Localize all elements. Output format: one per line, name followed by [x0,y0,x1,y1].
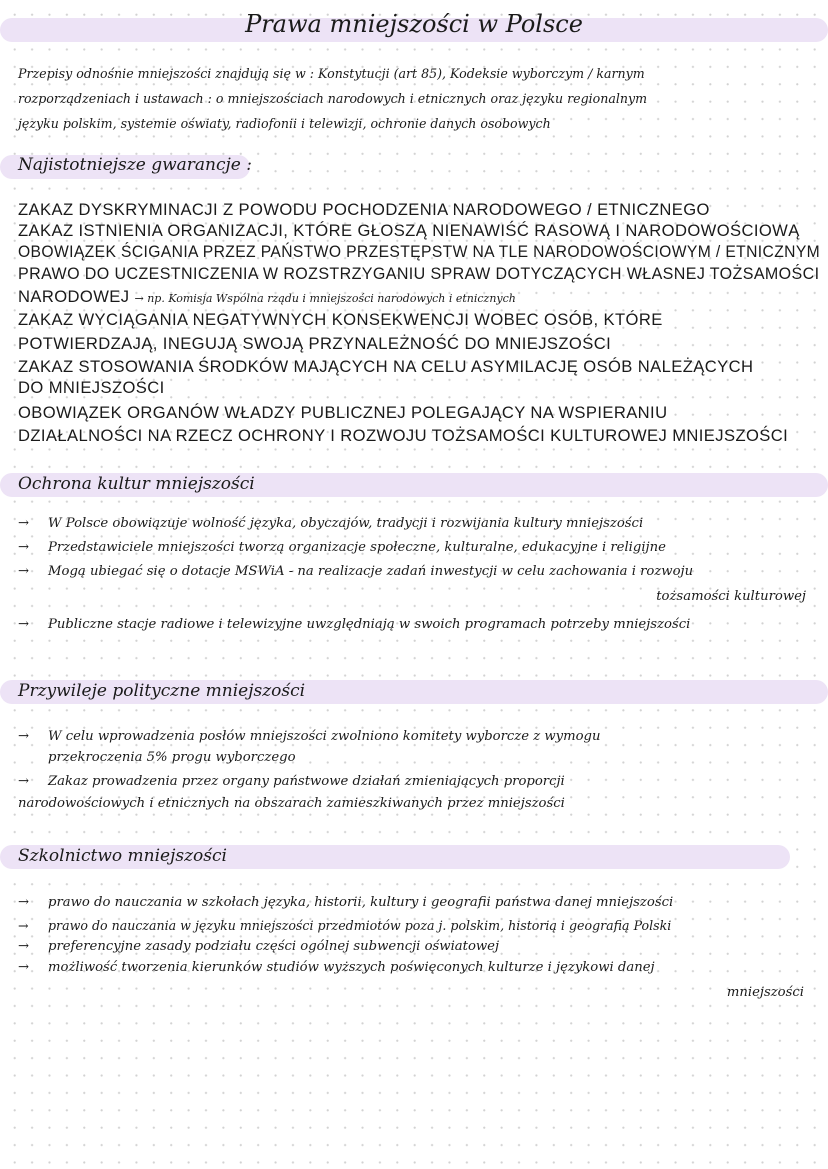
schools-item: → preferencyjne zasady podziału części ogólnej subwencji oświatowej [18,939,500,954]
narodowej-note: → np. Komisja Wspólna rządu i mniejszości narodowych i etnicznych [134,292,516,305]
intro-line: rozporządzeniach i ustawach : o mniejszościach narodowych i etnicznych oraz języku regionalnym [18,91,648,106]
guarantee-line: DZIAŁALNOŚCI NA RZECZ OCHRONY I ROZWOJU TOŻSAMOŚCI KULTUROWEJ MNIEJSZOŚCI [18,426,789,445]
guarantee-line: OBOWIĄZEK ŚCIGANIA PRZEZ PAŃSTWO PRZESTĘPSTW NA TLE NARODOWOŚCIOWYM / ETNICZNYM [18,242,821,261]
arrow-icon: → [18,564,30,579]
culture-heading: Ochrona kultur mniejszości [18,474,255,494]
arrow-icon: → [18,516,30,531]
political-item-cont: narodowościowych i etnicznych na obszarach zamieszkiwanych przez mniejszości [18,796,565,811]
guarantee-line: DO MNIEJSZOŚCI [18,378,165,397]
schools-item: → prawo do nauczania w szkołach języka, historii, kultury i geografii państwa danej mniejszości [18,895,674,910]
culture-item: → Mogą ubiegać się o dotacje MSWiA - na realizacje zadań inwestycji w celu zachowania i rozwoju [18,564,694,579]
intro-line: języku polskim, systemie oświaty, radiofonii i telewizji, ochronie danych osobowych [18,116,551,131]
political-item-cont: przekroczenia 5% progu wyborczego [48,750,296,765]
political-item: → Zakaz prowadzenia przez organy państwowe działań zmieniających proporcji [18,774,565,789]
arrow-icon: → [18,729,30,744]
culture-item: → Publiczne stacje radiowe i telewizyjne uwzględniają w swoich programach potrzeby mniejszości [18,617,691,632]
guarantee-line: ZAKAZ STOSOWANIA ŚRODKÓW MAJĄCYCH NA CELU ASYMILACJĘ OSÓB NALEŻĄCYCH [18,357,754,376]
political-item: → W celu wprowadzenia posłów mniejszości zwolniono komitety wyborcze z wymogu [18,729,601,744]
guarantee-line: ZAKAZ WYCIĄGANIA NEGATYWNYCH KONSEKWENCJI WOBEC OSÓB, KTÓRE [18,310,663,329]
schools-item: → możliwość tworzenia kierunków studiów wyższych poświęconych kulturze i językowi danej [18,960,655,975]
guarantee-line: OBOWIĄZEK ORGANÓW WŁADZY PUBLICZNEJ POLEGAJĄCY NA WSPIERANIU [18,403,668,422]
culture-item: → W Polsce obowiązuje wolność języka, obyczajów, tradycji i rozwijania kultury mniejszości [18,516,644,531]
arrow-icon: → [18,774,30,789]
culture-item: → Przedstawiciele mniejszości tworzą organizacje społeczne, kulturalne, edukacyjne i religijne [18,540,666,555]
guarantee-line: ZAKAZ ISTNIENIA ORGANIZACJI, KTÓRE GŁOSZĄ NIENAWIŚĆ RASOWĄ I NARODOWOŚCIOWĄ [18,221,800,240]
page-title: Prawa mniejszości w Polsce [245,10,583,38]
political-heading: Przywileje polityczne mniejszości [18,681,306,701]
arrow-icon: → [18,895,30,910]
arrow-icon: → [18,540,30,555]
narodowej-word: NARODOWEJ [18,287,130,306]
guarantee-line-narodowej [18,287,516,307]
intro-line: Przepisy odnośnie mniejszości znajdują się w : Konstytucji (art 85), Kodeksie wyborczym / karnym [18,66,645,81]
arrow-icon: → [18,918,29,933]
culture-continuation: tożsamości kulturowej [656,589,806,604]
schools-item: → prawo do nauczania w języku mniejszości przedmiotów poza j. polskim, historią i geografią Polski [18,918,672,933]
guarantee-line: PRAWO DO UCZESTNICZENIA W ROZSTRZYGANIU SPRAW DOTYCZĄCYCH WŁASNEJ TOŻSAMOŚCI [18,264,820,283]
arrow-icon: → [18,617,30,632]
schools-heading: Szkolnictwo mniejszości [18,846,227,866]
guarantees-heading: Najistotniejsze gwarancje : [18,155,252,175]
guarantee-line: POTWIERDZAJĄ, INEGUJĄ SWOJĄ PRZYNALEŻNOŚĆ DO MNIEJSZOŚCI [18,334,612,353]
schools-continuation: mniejszości [726,985,804,1000]
arrow-icon: → [18,960,30,975]
arrow-icon: → [18,939,30,954]
guarantee-line: ZAKAZ DYSKRYMINACJI Z POWODU POCHODZENIA NARODOWEGO / ETNICZNEGO [18,200,710,219]
